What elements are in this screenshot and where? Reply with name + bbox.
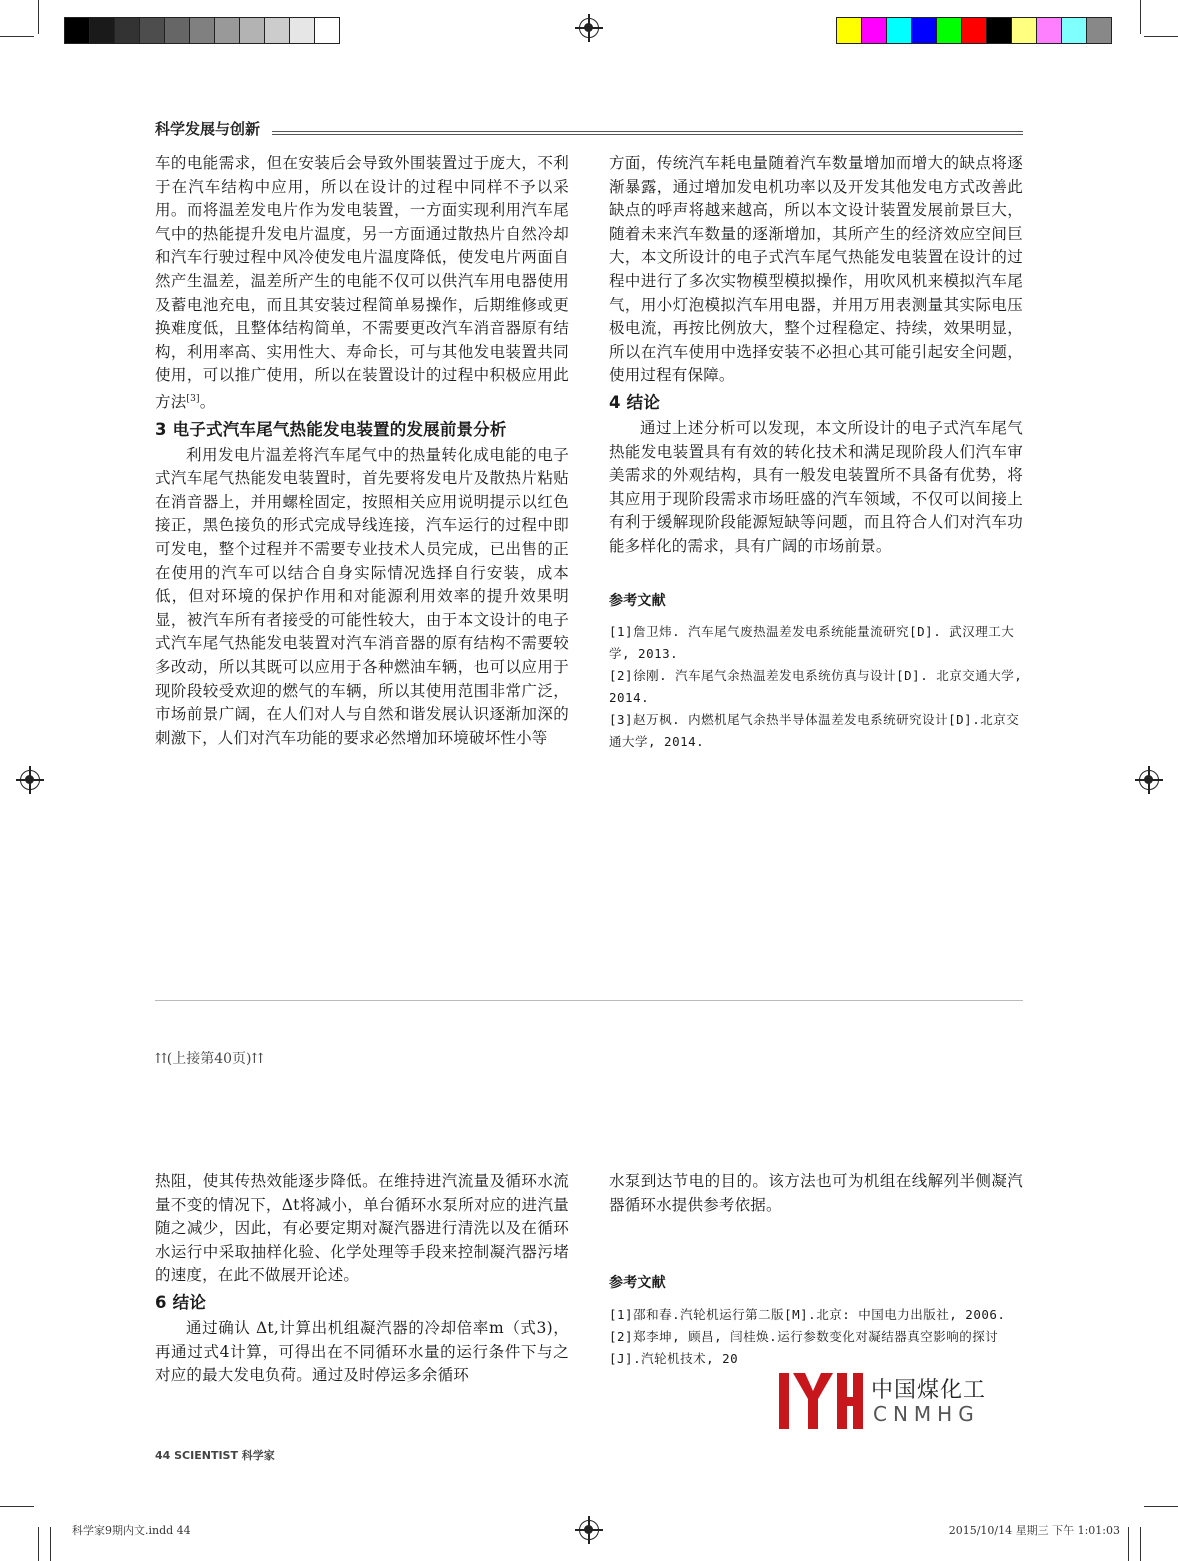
reference-item: [2]徐刚. 汽车尾气余热温差发电系统仿真与设计[D]. 北京交通大学, 2014.	[609, 668, 1023, 706]
page-folio: 44 SCIENTIST 科学家	[155, 1449, 275, 1462]
gray-swatch	[140, 18, 165, 43]
reference-item: [3]赵万枫. 内燃机尾气余热半导体温差发电系统研究设计[D].北京交通大学, 2014.	[609, 712, 1020, 750]
crop-mark	[50, 1527, 51, 1561]
section-heading: 6 结论	[155, 1292, 207, 1312]
section-heading: 4 结论	[609, 392, 661, 412]
header-rule	[272, 131, 1023, 132]
color-swatch	[837, 18, 862, 43]
upper-right-column	[609, 152, 1023, 753]
grayscale-calibration-bar	[64, 17, 340, 44]
color-swatch	[937, 18, 962, 43]
registration-mark-icon	[1139, 770, 1159, 790]
gray-swatch	[190, 18, 215, 43]
paragraph: 方面，传统汽车耗电量随着汽车数量增加而增大的缺点将逐渐暴露，通过增加发电机功率以及开发其他发电方式改善此缺点的呼声将越来越高，所以本文设计装置发展前景巨大，随着未来汽车数量的逐渐增加，其所产生的经济效应空间巨大，本文所设计的电子式汽车尾气热能发电装置在设计的过程中进行了多次实物模型模拟操作，用吹风机来模拟汽车尾气，用小灯泡模拟汽车用电器，并用万用表测量其实际电压极电流，再按比例放大，整个过程稳定、持续，效果明显，所以在汽车使用中选择安装不必担心其可能引起安全问题，使用过程有保障。	[609, 154, 1023, 385]
crop-mark	[1140, 0, 1141, 34]
timestamp-slug: 2015/10/14 星期三 下午 1:01:03	[948, 1524, 1120, 1537]
citation[interactable]: [3]	[186, 393, 200, 404]
gray-swatch	[215, 18, 240, 43]
file-slug: 科学家9期内文.indd 44	[72, 1524, 191, 1537]
lower-left-column	[155, 1170, 569, 1388]
color-swatch	[1062, 18, 1087, 43]
gray-swatch	[265, 18, 290, 43]
color-swatch	[1037, 18, 1062, 43]
paragraph: 水泵到达节电的目的。该方法也可为机组在线解列半侧凝汽器循环水提供参考依据。	[609, 1172, 1023, 1214]
logo-chinese-text: 中国煤化工	[871, 1378, 987, 1403]
color-swatch	[912, 18, 937, 43]
color-swatch	[1012, 18, 1037, 43]
continued-from-label: ⇈(上接第40页)⇈	[155, 1051, 264, 1067]
crop-mark	[0, 36, 34, 37]
section-heading: 3 电子式汽车尾气热能发电装置的发展前景分析	[155, 419, 507, 439]
arrow-up-icon: ⇈	[251, 1051, 264, 1067]
gray-swatch	[165, 18, 190, 43]
color-swatch	[987, 18, 1012, 43]
references-heading: 参考文献	[609, 592, 666, 609]
registration-mark-icon	[579, 18, 599, 38]
journal-title: 科学发展与创新	[155, 120, 261, 138]
paragraph: 通过上述分析可以发现，本文所设计的电子式汽车尾气热能发电装置具有有效的转化技术和满足现阶段人们汽车审美需求的外观结构，具有一般发电装置所不具备有优势，将其应用于现阶段需求市场旺盛的汽车领域，不仅可以间接上有利于缓解现阶段能源短缺等问题，而且符合人们对汽车功能多样化的需求，具有广阔的市场前景。	[609, 418, 1023, 555]
article-divider	[155, 1000, 1023, 1001]
registration-mark-icon	[579, 1520, 599, 1540]
gray-swatch	[90, 18, 115, 43]
reference-item: [1]詹卫炜. 汽车尾气废热温差发电系统能量流研究[D]. 武汉理工大学, 2013.	[609, 624, 1015, 662]
crop-mark	[1144, 36, 1178, 37]
color-calibration-bar	[836, 17, 1112, 44]
logo-english-text: CNMHG	[873, 1402, 980, 1426]
arrow-up-icon: ⇈	[155, 1051, 167, 1067]
color-swatch	[1087, 18, 1111, 43]
color-swatch	[962, 18, 987, 43]
crop-mark	[1128, 1527, 1129, 1561]
references-heading: 参考文献	[609, 1275, 666, 1292]
lower-right-column	[609, 1170, 1023, 1370]
header-rule	[272, 134, 1023, 135]
gray-swatch	[290, 18, 315, 43]
crop-mark	[38, 1527, 39, 1561]
gray-swatch	[240, 18, 265, 43]
gray-swatch	[315, 18, 339, 43]
paragraph: 利用发电片温差将汽车尾气中的热量转化成电能的电子式汽车尾气热能发电装置时，首先要将发电片及散热片粘贴在消音器上，并用螺栓固定，按照相关应用说明提示以红色接正，黑色接负的形式完成导线连接，汽车运行的过程中即可发电，整个过程并不需要专业技术人员完成，已出售的正在使用的汽车可以结合自身实际情况选择自行安装，成本低，但对环境的保护作用和对能源利用效率的提升效果明显，被汽车所有者接受的可能性较大，由于本文设计的电子式汽车尾气热能发电装置对汽车消音器的原有结构不需要较多改动，所以其既可以应用于各种燃油车辆，也可以应用于现阶段较受欢迎的燃气的车辆，所以其使用范围非常广泛，市场前景广阔，在人们对人与自然和谐发展认识逐渐加深的刺激下，人们对汽车功能的要求必然增加环境破坏性小等	[155, 445, 569, 747]
paragraph: 车的电能需求，但在安装后会导致外围装置过于庞大，不利于在汽车结构中应用，所以在设计的过程中同样不予以采用。而将温差发电片作为发电装置，一方面实现利用汽车尾气中的热能提升发电片温度，另一方面通过散热片自然冷却和汽车行驶过程中风冷使发电片温度降低，使发电片两面自然产生温差，温差所产生的电能不仅可以供汽车用电器使用及蓄电池充电，而且其安装过程简单易操作，后期维修或更换难度低，且整体结构简单，不需要更改汽车消音器原有结构，利用率高、实用性大、寿命长，可与其他发电装置共同使用，可以推广使用，所以在装置设计的过程中积极应用此方法[3]。	[155, 154, 569, 412]
reference-item: [2]郑李坤, 顾昌, 闫桂焕.运行参数变化对凝结器真空影响的探讨[J].汽轮机技术, 20	[609, 1328, 999, 1366]
color-swatch	[862, 18, 887, 43]
gray-swatch	[115, 18, 140, 43]
crop-mark	[1140, 1527, 1141, 1561]
crop-mark	[0, 1506, 34, 1507]
paragraph: 热阻，使其传热效能逐步降低。在维持进汽流量及循环水流量不变的情况下，Δt将减小，单台循环水泵所对应的进汽量随之减少，因此，有必要定期对凝汽器进行清洗以及在循环水运行中采取抽样化验、化学处理等手段来控制凝汽器污堵的速度，在此不做展开论述。	[155, 1172, 569, 1285]
upper-left-column	[155, 152, 569, 750]
crop-mark	[38, 0, 39, 34]
crop-mark	[1144, 1506, 1178, 1507]
paragraph: 通过确认 Δt,计算出机组凝汽器的冷却倍率m（式3)，再通过式4计算，可得出在不同循环水量的运行条件下与之对应的最大发电负荷。通过及时停运多余循环	[155, 1318, 569, 1385]
registration-mark-icon	[20, 770, 40, 790]
reference-item: [1]邵和春.汽轮机运行第二版[M].北京: 中国电力出版社, 2006.	[609, 1306, 1006, 1322]
gray-swatch	[65, 18, 90, 43]
color-swatch	[887, 18, 912, 43]
